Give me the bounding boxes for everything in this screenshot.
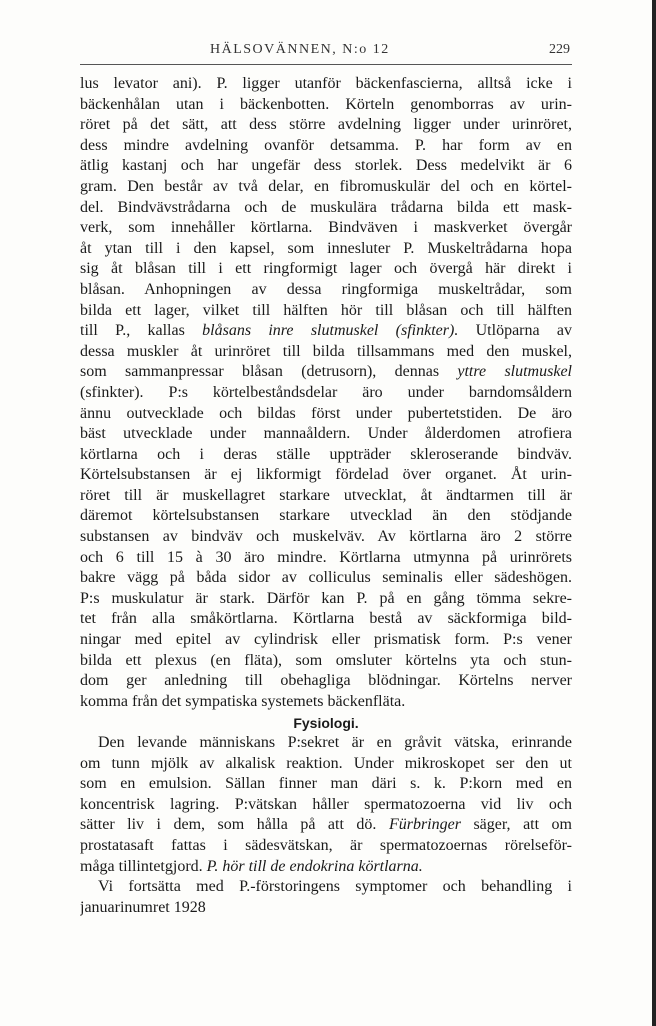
text-line: och 6 till 15 à 30 äro mindre. Körtlarna utmynna på urinrörets bbox=[80, 548, 572, 566]
article-body bbox=[80, 74, 572, 918]
italic-term: Fürbringer bbox=[388, 816, 461, 834]
text-line: röret till är muskellagret starkare utvecklat, åt ändtarmen till är bbox=[80, 486, 572, 504]
text-run: sätter liv i dem, som hålla på att dö. bbox=[80, 816, 389, 834]
text-line: sig åt blåsan till i ett ringformigt lager och övergå här direkt i bbox=[80, 260, 572, 278]
text-line: röret på det sätt, att dess större avdelning ligger under urinröret, bbox=[80, 116, 572, 134]
text-line: ningar med epitel av cylindrisk eller prismatisk form. P:s vener bbox=[80, 631, 572, 649]
text-line: bilda ett lager, vilket till hälften hör till blåsan och till hälften bbox=[80, 301, 572, 319]
text-line: P:s muskulatur är stark. Därför kan P. på en gång tömma sekre- bbox=[80, 589, 572, 607]
italic-term: P. hör till de endokrina körtlarna. bbox=[206, 857, 423, 875]
text-line bbox=[80, 815, 572, 836]
text-run: Utlöparna av bbox=[458, 322, 572, 340]
page-number: 229 bbox=[549, 42, 570, 57]
text-line: ännu outvecklade och bildas först under pubertetstiden. De äro bbox=[80, 404, 572, 422]
italic-term: blåsans inre slutmuskel (sfinkter). bbox=[202, 322, 459, 340]
text-run: som sammanpressar blåsan (detrusorn), dennas bbox=[80, 363, 458, 381]
text-run: till P., kallas bbox=[80, 322, 203, 340]
text-line: om tunn mjölk av alkalisk reaktion. Under mikroskopet ser den ut bbox=[80, 754, 572, 772]
text-line: Vi fortsätta med P.-förstoringens symptomer och behandling i bbox=[98, 878, 572, 896]
text-line bbox=[80, 857, 572, 878]
text-line: komma från det sympatiska systemets bäckenfläta. bbox=[80, 692, 406, 710]
text-line: bilda ett plexus (en fläta), som omsluter körtelns yta och stun- bbox=[80, 651, 572, 669]
text-line: prostatasaft fattas i sädesvätskan, är spermatozoernas rörelseför- bbox=[80, 836, 572, 854]
text-line: koncentrisk lagring. P:vätskan håller spermatozoerna vid liv och bbox=[80, 795, 572, 813]
text-line: tet från alla småkörtlarna. Körtlarna bestå av säckformiga bild- bbox=[80, 610, 572, 628]
text-line: ätlig kastanj och har ungefär dess storlek. Dess medelvikt är 6 bbox=[80, 157, 572, 175]
text-line: bäckenhålan utan i bäckenbotten. Körteln genomborras av urin- bbox=[80, 95, 572, 113]
running-title: HÄLSOVÄNNEN, N:o 12 bbox=[210, 42, 390, 57]
text-line: januarinumret 1928 bbox=[80, 898, 206, 916]
text-line: Körtelsubstansen är ej likformigt fördelad över organet. Åt urin- bbox=[80, 466, 572, 484]
text-line: dessa muskler åt urinröret till bilda tillsammans med den muskel, bbox=[80, 342, 572, 360]
italic-term: yttre slutmuskel bbox=[457, 363, 572, 381]
text-line: gram. Den består av två delar, en fibromuskulär del och en körtel- bbox=[80, 177, 572, 195]
text-line: (sfinkter). P:s körtelbeståndsdelar äro under barndomsåldern bbox=[80, 383, 572, 401]
text-run: måga tillintetgjord. bbox=[80, 857, 207, 875]
text-line: substansen av bindväv och muskelväv. Av körtlarna äro 2 större bbox=[80, 528, 572, 546]
text-line: dess mindre avdelning ovanför detsamma. P. har form av en bbox=[80, 136, 572, 154]
text-line: verk, som innehåller körtlarna. Bindväven i maskverket övergår bbox=[80, 219, 572, 237]
text-line: del. Bindvävstrådarna och de muskulära trådarna bilda ett mask- bbox=[80, 198, 572, 216]
text-line bbox=[80, 362, 572, 383]
section-heading: Fysiologi. bbox=[293, 715, 359, 732]
page-edge bbox=[652, 0, 656, 1026]
text-line: blåsan. Anhopningen av dessa ringformiga muskeltrådar, som bbox=[80, 280, 572, 298]
text-line: lus levator ani). P. ligger utanför bäckenfascierna, alltså icke i bbox=[80, 75, 572, 92]
text-line: Den levande människans P:sekret är en gråvit vätska, erinrande bbox=[98, 734, 572, 751]
text-line: bäst utvecklade under mannaåldern. Under ålderdomen atrofiera bbox=[80, 425, 572, 443]
text-line: körtlarna och i deras ställe uppträder skleroserande bindväv. bbox=[80, 445, 572, 463]
text-line bbox=[80, 321, 572, 342]
text-line: dom ger anledning till obehagliga blödningar. Körtelns nerver bbox=[80, 672, 572, 690]
text-line: åt ytan till i den kapsel, som innesluter P. Muskeltrådarna hopa bbox=[80, 239, 572, 257]
header-rule bbox=[80, 64, 572, 65]
text-run: säger, att om bbox=[460, 816, 572, 834]
text-line: däremot körtelsubstansen starkare utvecklad än den stödjande bbox=[80, 507, 572, 525]
page-header bbox=[80, 42, 572, 62]
text-line: bakre vägg på båda sidor av colliculus seminalis eller sädeshögen. bbox=[80, 569, 572, 587]
text-line: som en emulsion. Sällan finner man däri s. k. P:korn med en bbox=[80, 775, 572, 793]
